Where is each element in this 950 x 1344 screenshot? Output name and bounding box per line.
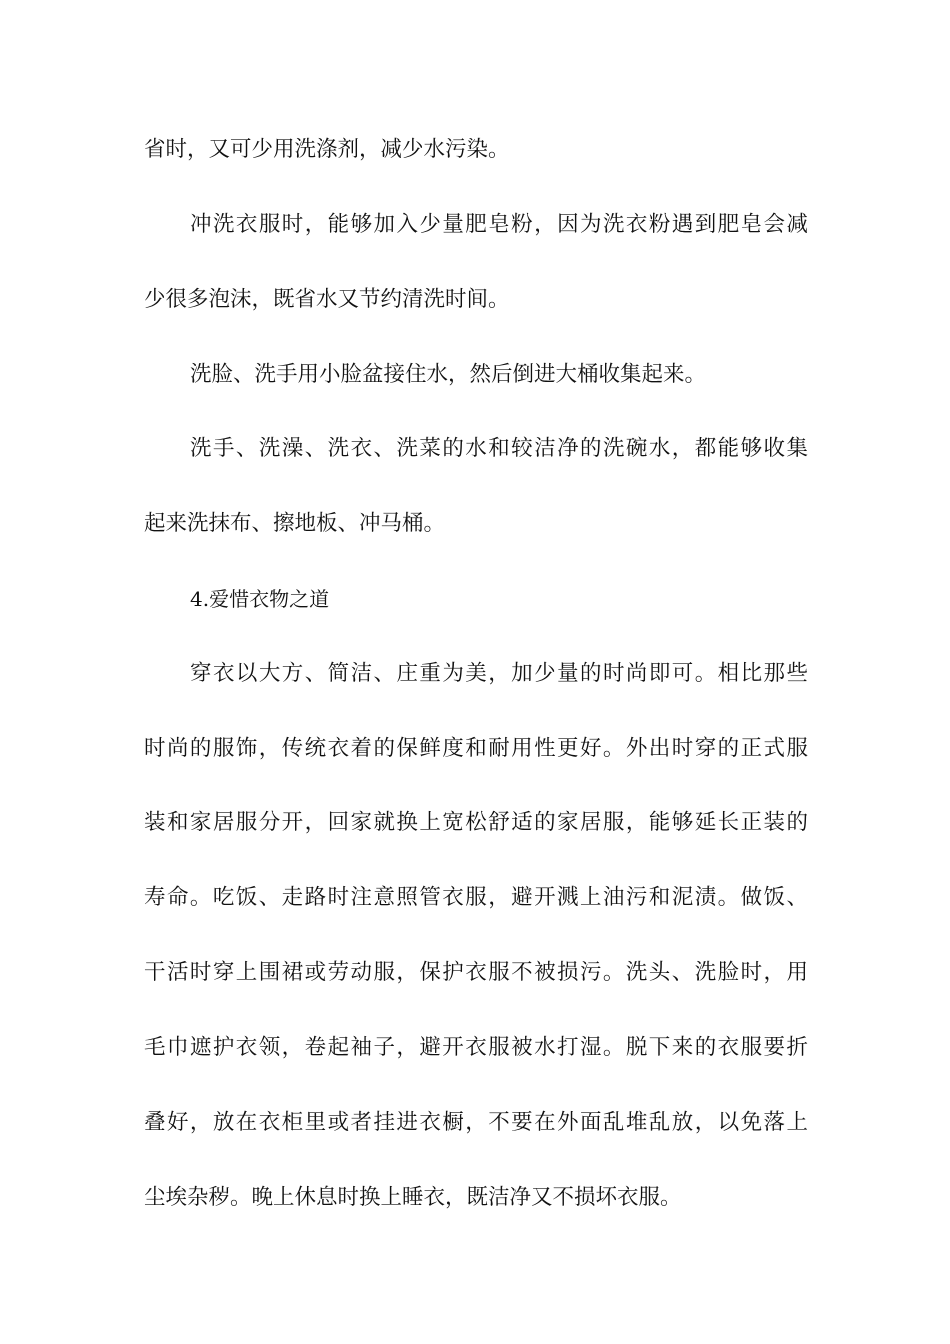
section-heading: 4.爱惜衣物之道: [190, 587, 330, 611]
paragraph-line: 少很多泡沫，既省水又节约清洗时间。: [144, 287, 510, 312]
paragraph-line: 装和家居服分开，回家就换上宽松舒适的家居服，能够延长正装的: [144, 810, 808, 835]
paragraph-line: 叠好，放在衣柜里或者挂进衣橱，不要在外面乱堆乱放，以免落上: [144, 1110, 808, 1135]
paragraph-line: 尘埃杂秽。晚上休息时换上睡衣，既洁净又不损坏衣服。: [144, 1185, 682, 1210]
paragraph-line: 干活时穿上围裙或劳动服，保护衣服不被损污。洗头、洗脸时，用: [144, 960, 808, 985]
paragraph-line: 冲洗衣服时，能够加入少量肥皂粉，因为洗衣粉遇到肥皂会减: [190, 212, 808, 237]
paragraph-line: 寿命。吃饭、走路时注意照管衣服，避开溅上油污和泥渍。做饭、: [144, 885, 808, 910]
paragraph-line: 穿衣以大方、简洁、庄重为美，加少量的时尚即可。相比那些: [190, 661, 808, 686]
paragraph-line: 省时，又可少用洗涤剂，减少水污染。: [144, 137, 510, 162]
paragraph-line: 时尚的服饰，传统衣着的保鲜度和耐用性更好。外出时穿的正式服: [144, 736, 808, 761]
paragraph-line: 毛巾遮护衣领，卷起袖子，避开衣服被水打湿。脱下来的衣服要折: [144, 1035, 808, 1060]
paragraph-line: 洗脸、洗手用小脸盆接住水，然后倒进大桶收集起来。: [190, 362, 707, 387]
paragraph-line: 洗手、洗澡、洗衣、洗菜的水和较洁净的洗碗水，都能够收集: [190, 436, 808, 461]
paragraph-line: 起来洗抹布、擦地板、冲马桶。: [144, 511, 446, 536]
